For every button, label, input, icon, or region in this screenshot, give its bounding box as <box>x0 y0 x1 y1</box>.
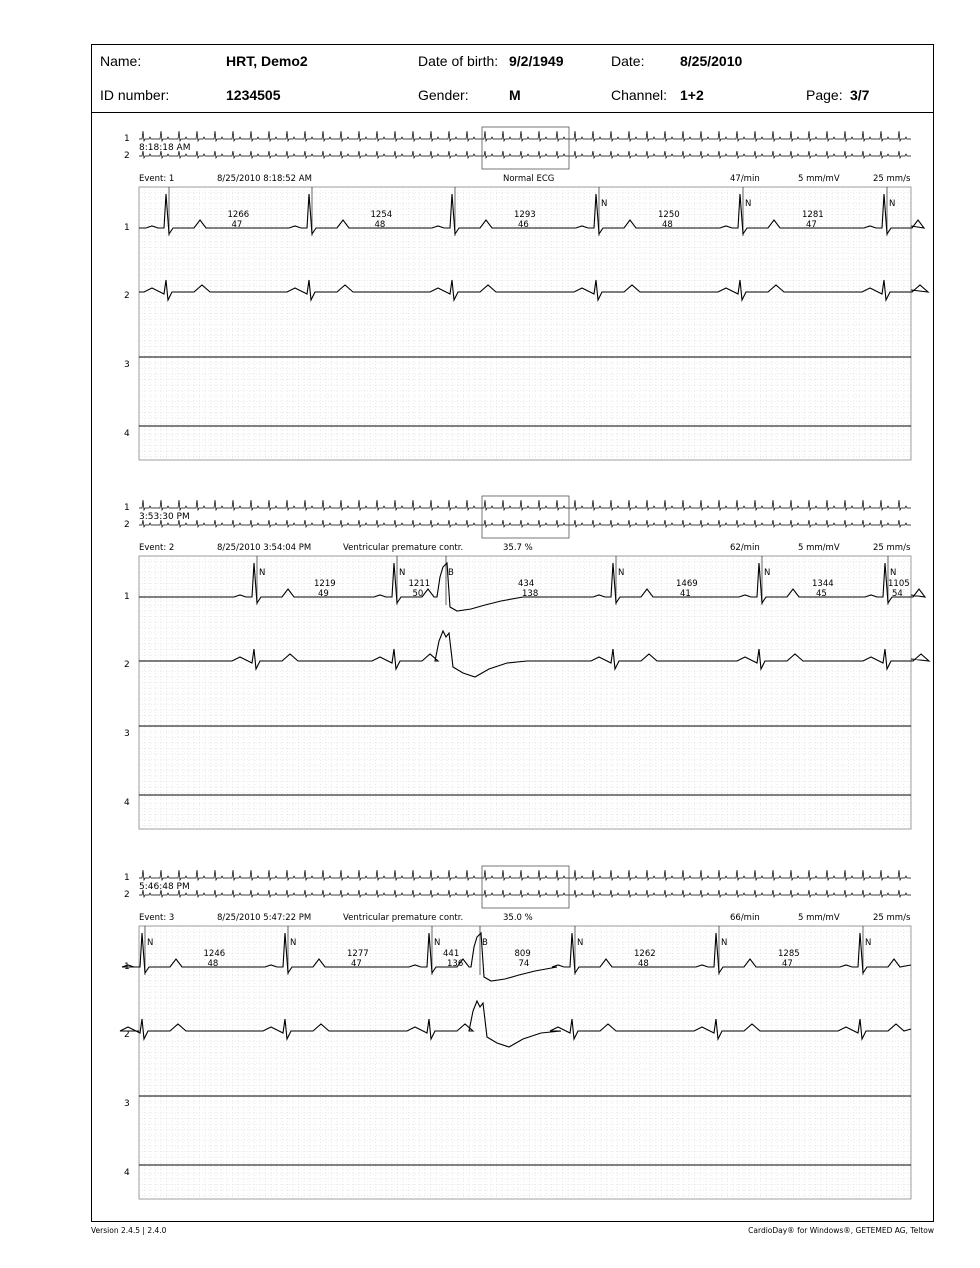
channel-2-trace <box>139 631 929 677</box>
channel-number: 3 <box>124 1099 130 1109</box>
rr-interval: 1246 <box>203 949 226 959</box>
rr-interval: 1285 <box>778 949 800 959</box>
overview-channel-number: 1 <box>124 503 130 513</box>
event-section <box>0 863 980 1233</box>
overview-trace <box>139 870 911 880</box>
patient-name: HRT, Demo2 <box>226 53 308 69</box>
rr-interval: 1262 <box>634 949 656 959</box>
overview-time: 8:18:18 AM <box>139 143 191 153</box>
gender-label: Gender: <box>418 87 469 103</box>
heart-rate-interval: 48 <box>662 220 673 230</box>
rr-interval: 1293 <box>514 210 536 220</box>
version-text: Version 2.4.5 | 2.4.0 <box>91 1226 167 1235</box>
beat-label: N <box>434 938 441 948</box>
rr-interval: 1254 <box>370 210 393 220</box>
event-value: 35.0 % <box>503 913 533 923</box>
rr-interval: 809 <box>514 949 531 959</box>
overview-time: 3:53:30 PM <box>139 512 190 522</box>
channel-number: 2 <box>124 660 130 670</box>
heart-rate-interval: 47 <box>806 220 817 230</box>
overview-trace <box>139 131 911 141</box>
beat-label: N <box>618 568 625 578</box>
channel-number: 4 <box>124 798 130 808</box>
page-label: Page: <box>806 87 843 103</box>
event-type: Ventricular premature contr. <box>343 543 464 553</box>
channel-number: 4 <box>124 429 130 439</box>
beat-label: N <box>147 938 154 948</box>
gender-value: M <box>509 87 521 103</box>
overview-channel-number: 2 <box>124 890 130 900</box>
overview-channel-number: 2 <box>124 151 130 161</box>
overview-trace <box>139 151 911 158</box>
overview-trace <box>139 520 911 527</box>
channel-2-trace <box>139 280 928 300</box>
beat-label: N <box>745 199 752 209</box>
ecg-graphic <box>0 863 980 1208</box>
dob-value: 9/2/1949 <box>509 53 564 69</box>
event-type: Ventricular premature contr. <box>343 913 464 923</box>
beat-label: B <box>448 568 454 578</box>
heart-rate: 47/min <box>730 174 760 184</box>
beat-label: N <box>890 568 897 578</box>
name-label: Name: <box>100 53 142 69</box>
page-value: 3/7 <box>850 87 870 103</box>
beat-label: N <box>259 568 266 578</box>
beat-label: N <box>889 199 896 209</box>
heart-rate-interval: 47 <box>351 959 362 969</box>
paper-speed: 25 mm/s <box>873 174 911 184</box>
channel-number: 1 <box>124 962 130 972</box>
channel-label: Channel: <box>611 87 668 103</box>
heart-rate-interval: 47 <box>231 220 243 230</box>
beat-label: N <box>577 938 584 948</box>
heart-rate-interval: 138 <box>522 589 539 599</box>
beat-label: N <box>865 938 872 948</box>
heart-rate: 62/min <box>730 543 760 553</box>
gain: 5 mm/mV <box>798 174 840 184</box>
overview-selection-box <box>482 866 569 908</box>
beat-label: N <box>721 938 728 948</box>
date-value: 8/25/2010 <box>680 53 743 69</box>
rr-interval: 1211 <box>408 579 431 589</box>
heart-rate-interval: 48 <box>207 959 219 969</box>
channel-number: 3 <box>124 729 130 739</box>
gain: 5 mm/mV <box>798 913 840 923</box>
event-label: Event: 1 <box>139 174 175 184</box>
channel-number: 2 <box>124 1030 130 1040</box>
channel-number: 1 <box>124 223 130 233</box>
heart-rate-interval: 74 <box>518 959 530 969</box>
overview-channel-number: 1 <box>124 134 130 144</box>
event-label: Event: 3 <box>139 913 175 923</box>
heart-rate-interval: 50 <box>412 589 424 599</box>
overview-channel-number: 2 <box>124 520 130 530</box>
heart-rate-interval: 45 <box>816 589 827 599</box>
channel-number: 1 <box>124 592 130 602</box>
beat-label: N <box>399 568 406 578</box>
heart-rate-interval: 49 <box>318 589 329 599</box>
id-label: ID number: <box>100 87 170 103</box>
beat-label: N <box>601 199 608 209</box>
id-value: 1234505 <box>226 87 281 103</box>
event-time: 8/25/2010 8:18:52 AM <box>217 174 312 184</box>
heart-rate-interval: 47 <box>782 959 793 969</box>
overview-channel-number: 1 <box>124 873 130 883</box>
overview-selection-box <box>482 127 569 169</box>
event-section <box>0 493 980 863</box>
dob-label: Date of birth: <box>418 53 499 69</box>
event-time: 8/25/2010 5:47:22 PM <box>217 913 312 923</box>
event-value: 35.7 % <box>503 543 533 553</box>
gain: 5 mm/mV <box>798 543 840 553</box>
heart-rate-interval: 54 <box>892 589 903 599</box>
overview-trace <box>139 500 911 510</box>
overview-time: 5:46:48 PM <box>139 882 190 892</box>
rr-interval: 1281 <box>802 210 824 220</box>
heart-rate-interval: 41 <box>680 589 691 599</box>
rr-interval: 1266 <box>227 210 250 220</box>
beat-label: N <box>290 938 297 948</box>
event-label: Event: 2 <box>139 543 175 553</box>
rr-interval: 1250 <box>658 210 680 220</box>
beat-label: N <box>764 568 771 578</box>
rr-interval: 1469 <box>676 579 698 589</box>
heart-rate: 66/min <box>730 913 760 923</box>
rr-interval: 1344 <box>812 579 834 589</box>
rr-interval: 1105 <box>888 579 910 589</box>
heart-rate-interval: 48 <box>638 959 649 969</box>
event-section <box>0 124 980 494</box>
header-divider <box>92 112 933 113</box>
rr-interval: 434 <box>518 579 535 589</box>
channel-number: 2 <box>124 291 130 301</box>
software-credit: CardioDay® for Windows®, GETEMED AG, Teltow <box>748 1226 934 1235</box>
rr-interval: 1219 <box>314 579 336 589</box>
ecg-graphic <box>0 493 980 838</box>
heart-rate-interval: 46 <box>518 220 529 230</box>
channel-number: 4 <box>124 1168 130 1178</box>
channel-number: 3 <box>124 360 130 370</box>
overview-trace <box>139 890 911 897</box>
date-label: Date: <box>611 53 645 69</box>
event-type: Normal ECG <box>503 174 555 184</box>
channel-2-trace <box>120 1001 911 1047</box>
channel-value: 1+2 <box>680 87 704 103</box>
heart-rate-interval: 48 <box>374 220 386 230</box>
paper-speed: 25 mm/s <box>873 913 911 923</box>
rr-interval: 1277 <box>347 949 369 959</box>
ecg-graphic <box>0 124 980 469</box>
rr-interval: 441 <box>443 949 460 959</box>
overview-selection-box <box>482 496 569 538</box>
heart-rate-interval: 136 <box>447 959 464 969</box>
paper-speed: 25 mm/s <box>873 543 911 553</box>
event-time: 8/25/2010 3:54:04 PM <box>217 543 312 553</box>
beat-label: B <box>482 938 488 948</box>
